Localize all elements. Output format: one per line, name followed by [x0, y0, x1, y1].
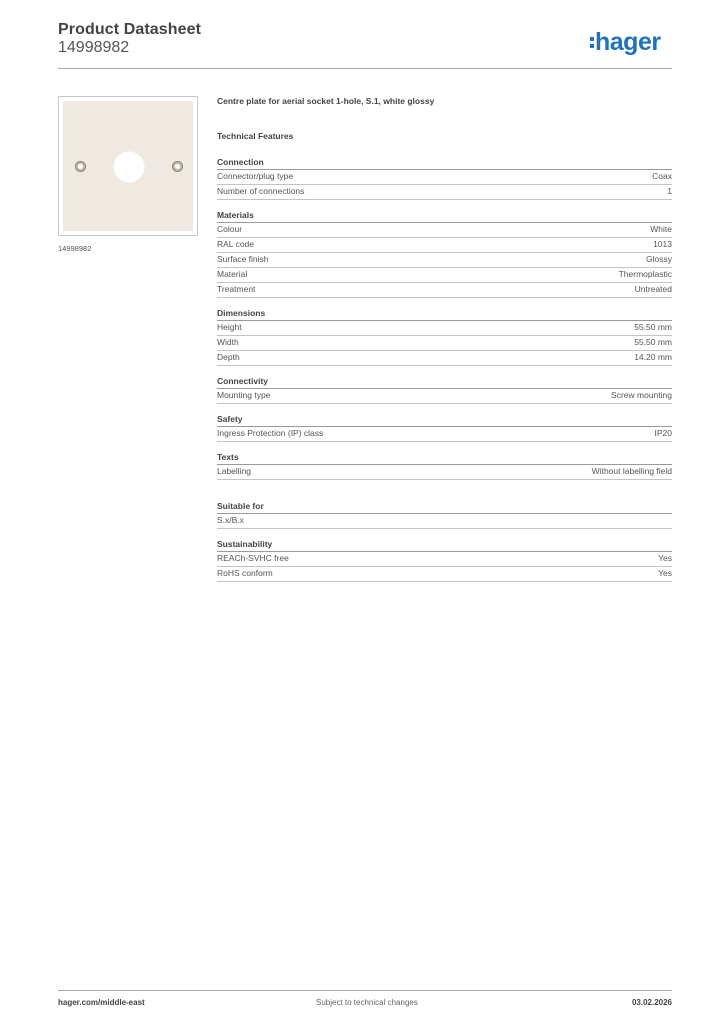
- row-value: 14.20 mm: [634, 352, 672, 362]
- section-title: Safety: [217, 414, 672, 427]
- row-label: Labelling: [217, 466, 252, 476]
- row-label: Width: [217, 337, 239, 347]
- row-value: 55.50 mm: [634, 337, 672, 347]
- row-label: Surface finish: [217, 254, 269, 264]
- technical-content: [217, 96, 672, 582]
- screw-left-icon: [75, 161, 86, 172]
- socket-hole: [113, 151, 145, 183]
- product-description: Centre plate for aerial socket 1-hole, S.1, white glossy: [217, 96, 435, 106]
- hager-logo: [590, 28, 661, 57]
- row-value: Yes: [658, 568, 672, 578]
- section-title: Materials: [217, 210, 672, 223]
- footer-website-link[interactable]: hager.com/middle-east: [58, 998, 145, 1007]
- table-row: [217, 427, 672, 442]
- page-title: Product Datasheet: [58, 21, 202, 38]
- row-label: Colour: [217, 224, 243, 234]
- product-number: 14998982: [58, 39, 130, 56]
- section-title: Connection: [217, 157, 672, 170]
- footer-divider: [58, 990, 672, 991]
- table-row: [217, 567, 672, 582]
- row-value: White: [650, 224, 672, 234]
- row-label: RAL code: [217, 239, 255, 249]
- row-value: 1013: [653, 239, 672, 249]
- header-divider: [58, 68, 672, 69]
- row-label: Height: [217, 322, 242, 332]
- screw-right-icon: [172, 161, 183, 172]
- table-row: [217, 238, 672, 253]
- table-row: [217, 336, 672, 351]
- section-sustainability: [217, 539, 672, 582]
- table-row: [217, 351, 672, 366]
- section-connectivity: [217, 376, 672, 404]
- row-value: 55.50 mm: [634, 322, 672, 332]
- row-value: Thermoplastic: [618, 269, 672, 279]
- table-row: [217, 283, 672, 298]
- centre-plate-product-image: [63, 101, 193, 231]
- table-row: [217, 223, 672, 238]
- row-label: Ingress Protection (IP) class: [217, 428, 324, 438]
- section-texts: [217, 452, 672, 480]
- row-label: RoHS conform: [217, 568, 273, 578]
- row-label: Material: [217, 269, 248, 279]
- row-value: 1: [667, 186, 672, 196]
- section-materials: [217, 210, 672, 298]
- table-row: [217, 170, 672, 185]
- table-row: [217, 253, 672, 268]
- technical-features-heading: Technical Features: [217, 131, 294, 141]
- row-value: IP20: [654, 428, 672, 438]
- table-row: [217, 465, 672, 480]
- row-label: Depth: [217, 352, 240, 362]
- row-value: Coax: [652, 171, 672, 181]
- row-value: Yes: [658, 553, 672, 563]
- table-row: [217, 514, 672, 529]
- section-connection: [217, 157, 672, 200]
- row-label: Number of connections: [217, 186, 305, 196]
- section-safety: [217, 414, 672, 442]
- row-value: Screw mounting: [611, 390, 672, 400]
- row-value: Without labelling field: [591, 466, 672, 476]
- row-label: S.x/B.x: [217, 515, 244, 525]
- section-title: Sustainability: [217, 539, 672, 552]
- section-suitable-for: [217, 501, 672, 529]
- section-title: Dimensions: [217, 308, 672, 321]
- row-value: Glossy: [646, 254, 672, 264]
- section-title: Connectivity: [217, 376, 672, 389]
- table-row: [217, 552, 672, 567]
- footer-notice: Subject to technical changes: [316, 998, 418, 1007]
- row-label: Connector/plug type: [217, 171, 294, 181]
- row-label: REACh-SVHC free: [217, 553, 289, 563]
- logo-text: hager: [595, 28, 661, 56]
- table-row: [217, 185, 672, 200]
- row-label: Mounting type: [217, 390, 271, 400]
- section-title: Texts: [217, 452, 672, 465]
- table-row: [217, 321, 672, 336]
- product-image-frame: [58, 96, 198, 236]
- image-caption: 14998982: [58, 244, 92, 253]
- row-value: Untreated: [634, 284, 672, 294]
- table-row: [217, 389, 672, 404]
- section-title: Suitable for: [217, 501, 672, 514]
- footer-date: 03.02.2026: [631, 998, 672, 1007]
- row-label: Treatment: [217, 284, 256, 294]
- table-row: [217, 268, 672, 283]
- logo-dots-icon: [590, 37, 594, 51]
- section-dimensions: [217, 308, 672, 366]
